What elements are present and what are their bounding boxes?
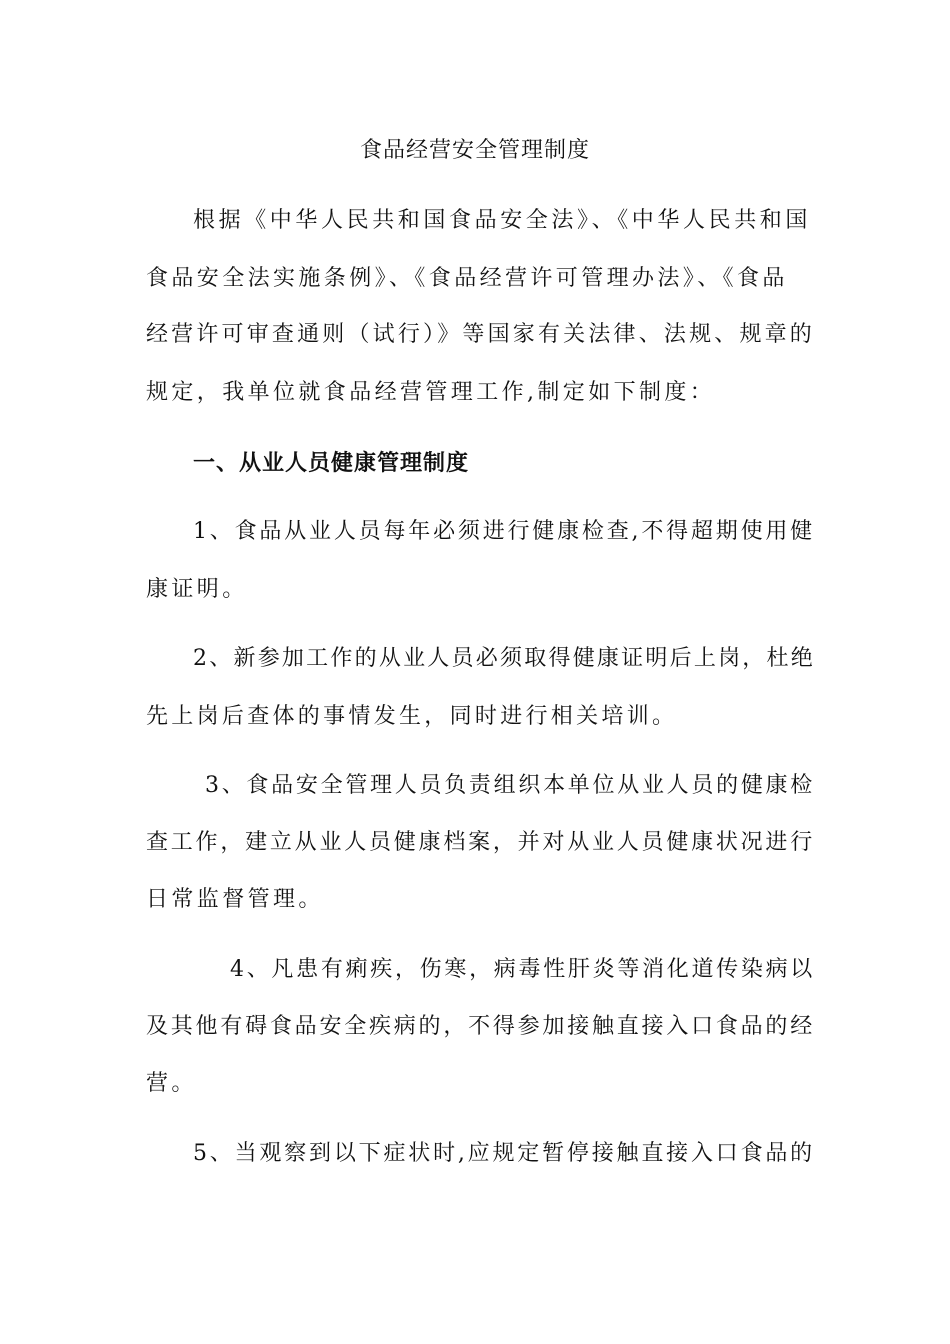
intro-line-1: 根据《中华人民共和国食品安全法》、《中华人民共和国 (193, 208, 812, 233)
intro-line-3: 经营许可审查通则（试行）》等国家有关法律、法规、规章的 (146, 322, 815, 347)
section-heading: 一、从业人员健康管理制度 (193, 451, 470, 476)
item-3-line-3: 日常监督管理。 (146, 887, 324, 912)
item-2-line-1: 2、新参加工作的从业人员必须取得健康证明后上岗，杜绝 (193, 646, 815, 671)
item-1-line-2: 康证明。 (146, 577, 248, 602)
item-4-line-1: 4、凡患有痢疾，伤寒，病毒性肝炎等消化道传染病以 (230, 957, 815, 982)
item-3-line-1: 3、食品安全管理人员负责组织本单位从业人员的健康检 (205, 773, 815, 798)
item-5-line-1: 5、当观察到以下症状时,应规定暂停接触直接入口食品的 (193, 1141, 815, 1166)
item-3-line-2: 查工作，建立从业人员健康档案，并对从业人员健康状况进行 (146, 830, 815, 855)
intro-line-2: 食品安全法实施条例》、《食品经营许可管理办法》、《食品 (146, 266, 788, 291)
item-4-line-2: 及其他有碍食品安全疾病的，不得参加接触直接入口食品的经 (146, 1014, 815, 1039)
document-title: 食品经营安全管理制度 (359, 138, 590, 163)
intro-line-4: 规定，我单位就食品经营管理工作,制定如下制度： (146, 380, 716, 405)
item-2-line-2: 先上岗后查体的事情发生，同时进行相关培训。 (146, 704, 678, 729)
item-4-line-3: 营。 (146, 1071, 197, 1096)
item-1-line-1: 1、食品从业人员每年必须进行健康检查,不得超期使用健 (193, 519, 815, 544)
